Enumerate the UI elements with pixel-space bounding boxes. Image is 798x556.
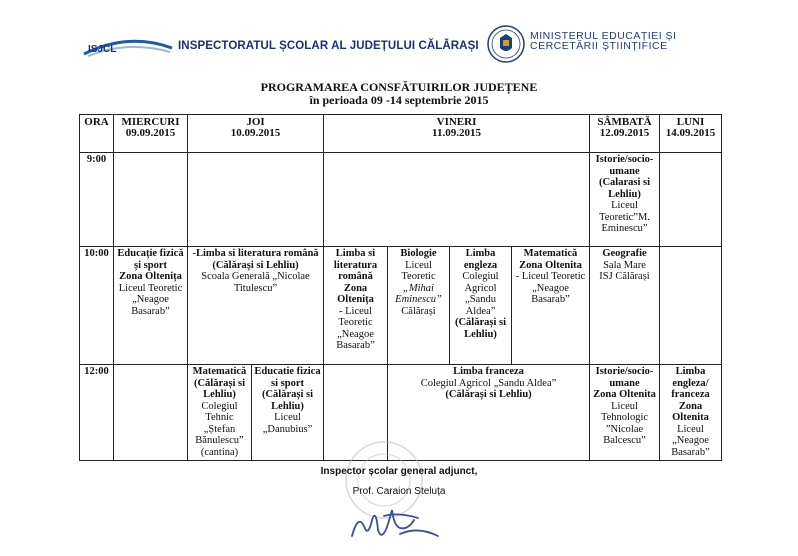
empty-cell <box>188 153 324 247</box>
day-header-vineri <box>324 115 590 153</box>
venue: Scoala Generală „Nicolae Titulescu” <box>201 271 310 294</box>
subject: Limba si literatura română <box>333 248 378 282</box>
day-name: LUNI <box>676 116 705 128</box>
day-name: SÂMBATĂ <box>597 116 652 128</box>
time-cell: 10:00 <box>80 247 114 365</box>
session-cell <box>188 365 252 461</box>
session-cell <box>450 247 512 365</box>
day-name: JOI <box>246 116 265 128</box>
session-cell <box>114 247 188 365</box>
subject: Limba engleza/ franceza <box>671 366 710 400</box>
group: (Călărași si Lehliu) <box>261 389 314 412</box>
group: Zona Oltenița <box>337 282 374 305</box>
day-header-joi <box>188 115 324 153</box>
day-header-luni <box>660 115 722 153</box>
subject: Limba engleza <box>463 248 498 271</box>
venue: - Liceul Teoretic „Neagoe Basarab” <box>515 271 586 305</box>
day-date: 14.09.2015 <box>665 127 716 139</box>
venue-name: „Mihai Eminescu” <box>395 282 442 305</box>
isjcl-logo <box>82 34 174 58</box>
day-name: MIERCURI <box>121 116 180 128</box>
ministry-name <box>530 31 676 51</box>
schedule-table <box>79 114 722 461</box>
session-cell <box>324 247 388 365</box>
empty-cell <box>114 365 188 461</box>
ora-header: ORA <box>80 115 114 153</box>
subject: Educație fizică și sport <box>117 248 184 271</box>
group: Zona Oltenița <box>119 271 182 282</box>
venue: Liceul Teoretic „Neagoe Basarab” <box>118 282 183 317</box>
empty-cell <box>114 153 188 247</box>
isjcl-logo-text: ISJCL <box>88 44 117 55</box>
day-header-sambata <box>590 115 660 153</box>
session-cell <box>660 365 722 461</box>
signatory-title: Inspector școlar general adjunct, <box>320 466 478 477</box>
time-cell: 9:00 <box>80 153 114 247</box>
group: Zona Oltenita <box>593 389 656 400</box>
document-subtitle: în perioada 09 -14 septembrie 2015 <box>309 93 489 107</box>
table-row <box>80 247 722 365</box>
isj-name: INSPECTORATUL ȘCOLAR AL JUDEȚULUI CĂLĂRAȘI <box>178 40 479 52</box>
group: (Călărași si Lehliu) <box>445 389 532 400</box>
venue: - Liceul Teoretic „Neagoe Basarab” <box>336 305 375 351</box>
day-date: 12.09.2015 <box>599 127 650 139</box>
venue-detail: (cantina) <box>200 446 239 458</box>
subject: Istorie/socio-umane <box>595 366 654 389</box>
day-name: VINERI <box>436 116 477 128</box>
venue: Sala Mare <box>603 259 646 271</box>
session-cell <box>590 247 660 365</box>
ministry-name-line1: MINISTERUL EDUCAȚIEI ȘI <box>530 30 677 42</box>
venue: Liceul Tehnologic ”Nicolae Balcescu” <box>600 400 649 446</box>
table-header-row <box>80 115 722 153</box>
empty-cell <box>324 153 590 247</box>
subject: -Limba si literatura română <box>192 248 319 259</box>
day-date: 10.09.2015 <box>230 127 281 139</box>
day-header-miercuri <box>114 115 188 153</box>
empty-cell <box>660 247 722 365</box>
session-cell <box>252 365 324 461</box>
venue: Liceul „Neagoe Basarab” <box>671 423 710 458</box>
subject: Istorie/socio-umane <box>595 154 654 177</box>
subject: Matematică <box>192 366 247 377</box>
group: (Călărași si Lehliu) <box>454 317 507 340</box>
subject: Geografie <box>602 248 647 259</box>
group: Zona Oltenita <box>672 400 709 423</box>
venue: Colegiul Agricol „Sandu Aldea” <box>420 377 557 389</box>
session-cell <box>388 247 450 365</box>
venue-detail: ISJ Călărași <box>599 271 650 282</box>
ministry-name-line2: CERCETĂRII ȘTIINȚIFICE <box>530 40 668 52</box>
document-title: PROGRAMAREA CONSFĂTUIRILOR JUDEȚENE <box>260 80 538 94</box>
document-header <box>0 0 798 70</box>
venue-city: Călărași <box>401 305 436 317</box>
subject: Limba franceza <box>453 366 524 377</box>
ministry-emblem <box>486 24 526 64</box>
day-date: 11.09.2015 <box>432 127 481 139</box>
subject: Educatie fizica si sport <box>254 366 321 389</box>
day-date: 09.09.2015 <box>125 127 176 139</box>
empty-cell <box>660 153 722 247</box>
venue: Colegiul Tehnic „Ștefan Bănulescu” <box>195 400 244 446</box>
venue: Colegiul Agricol „Sandu Aldea” <box>462 271 499 317</box>
venue: Liceul Teoretic”M. Eminescu” <box>599 200 650 234</box>
group: (Calarasi si Lehliu) <box>598 177 651 200</box>
venue: Liceul Teoretic <box>401 259 436 282</box>
subject: Biologie <box>400 248 437 259</box>
session-cell <box>590 153 660 247</box>
venue: Liceul „Danubius” <box>262 412 313 435</box>
time-cell: 12:00 <box>80 365 114 461</box>
group: Zona Oltenita <box>519 259 582 271</box>
signatory-name: Prof. Caraion Steluța <box>352 486 446 497</box>
session-cell <box>512 247 590 365</box>
group: (Călărași si Lehliu) <box>193 377 246 400</box>
handwritten-signature <box>338 496 468 548</box>
session-cell <box>188 247 324 365</box>
group: (Călărași si Lehliu) <box>212 259 299 271</box>
table-row <box>80 153 722 247</box>
session-cell <box>590 365 660 461</box>
subject: Matematică <box>523 248 578 259</box>
